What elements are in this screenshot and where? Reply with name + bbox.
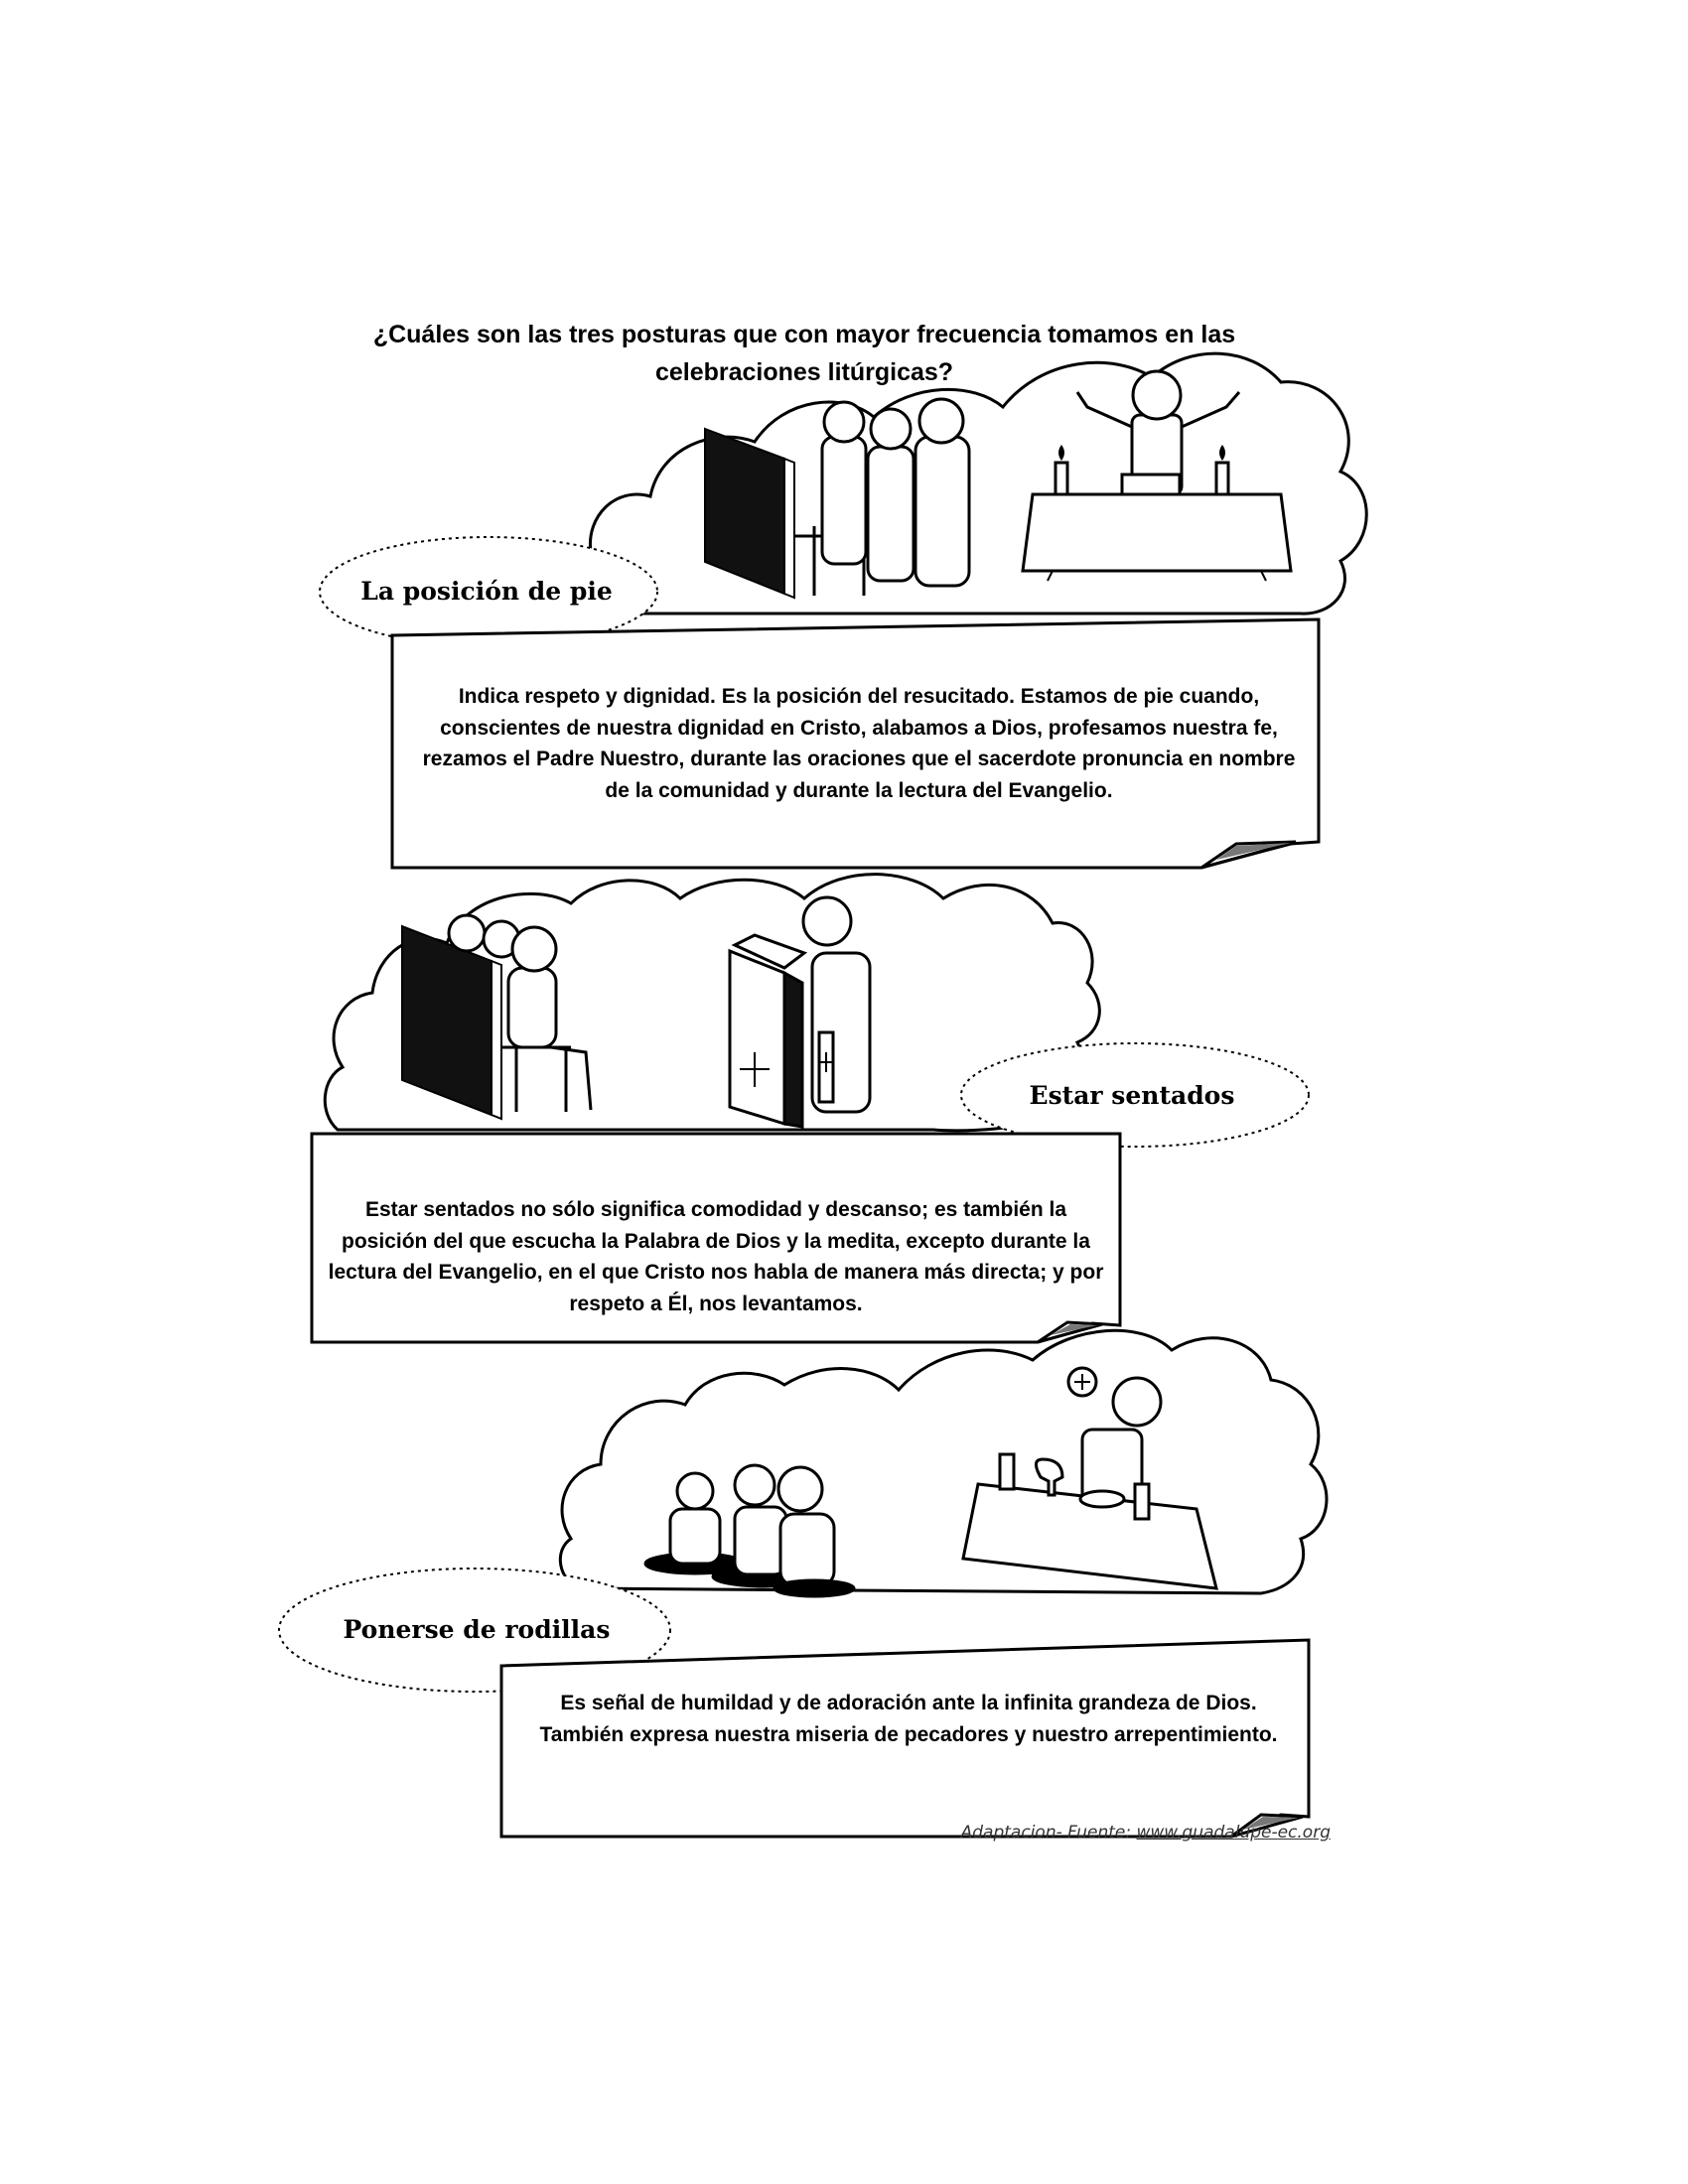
source-credit <box>923 1823 1331 1843</box>
section-text-kneeling: Es señal de humildad y de adoración ante la infinita grandeza de Dios. También expresa nuestra miseria de pecadores y nuestro arrepentimiento. <box>539 1692 1278 1746</box>
page-title: ¿Cuáles son las tres posturas que con mayor frecuencia tomamos en las celebraciones litúrgicas? <box>372 321 1236 386</box>
section-heading-standing: La posición de pie <box>360 576 613 606</box>
section-kneeling-illustration <box>560 1330 1327 1596</box>
section-standing-illustration <box>554 353 1367 614</box>
source-label: Adaptacion- Fuente: <box>960 1823 1132 1843</box>
section-text-standing: Indica respeto y dignidad. Es la posición del resucitado. Estamos de pie cuando, conscientes de nuestra dignidad en Cristo, alabamos a Dios, profesamos nuestra fe, rezamos el Padre Nuestro, durante las oraciones que el sacerdote pronuncia en nombre de la comunidad y durante la lectura del Evangelio. <box>422 685 1296 802</box>
source-link[interactable]: www.guadalupe-ec.org <box>1136 1823 1331 1843</box>
section-text-sitting: Estar sentados no sólo significa comodidad y descanso; es también la posición del que escucha la Palabra de Dios y la medita, excepto durante la lectura del Evangelio, en el que Cristo nos habla de manera más directa; y por respeto a Él, nos levantamos. <box>328 1198 1104 1315</box>
section-heading-kneeling: Ponerse de rodillas <box>343 1614 611 1644</box>
section-heading-sitting: Estar sentados <box>1029 1080 1235 1110</box>
